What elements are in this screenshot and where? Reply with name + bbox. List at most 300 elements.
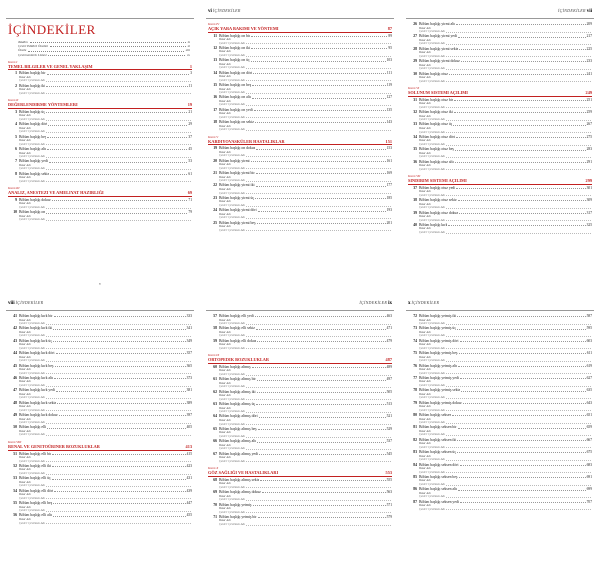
leader-dots <box>258 515 386 518</box>
leader-dots <box>448 223 585 226</box>
chapter-entry[interactable] <box>204 478 396 490</box>
section-number: Kısım VII <box>408 174 421 179</box>
chapter-entry[interactable] <box>4 198 196 210</box>
chapter-entry[interactable] <box>4 452 196 464</box>
chapter-entry[interactable] <box>404 186 596 198</box>
chapter-entry[interactable] <box>204 503 396 515</box>
leader-dots <box>53 513 186 516</box>
chapter-entry[interactable] <box>4 401 196 413</box>
chapter-body <box>219 171 392 183</box>
chapter-translator-row <box>19 409 192 413</box>
chapter-translator-row <box>219 42 392 46</box>
chapter-title: Bölüm başlığı yetmiş altı <box>419 363 458 368</box>
chapter-translator: Çeviri: Çevirmen Adı <box>219 102 245 107</box>
chapter-entry[interactable] <box>404 198 596 210</box>
chapter-translator-row <box>219 423 392 427</box>
section-title-row[interactable] <box>8 190 192 197</box>
chapter-entry[interactable] <box>404 376 596 388</box>
front-matter-page: xv <box>187 52 190 57</box>
chapter-title: Bölüm başlığı yetmiş bir <box>219 514 257 519</box>
chapter-title: Bölüm başlığı on altı <box>219 95 251 100</box>
chapter-entry[interactable] <box>204 515 396 527</box>
chapter-entry[interactable] <box>4 110 196 122</box>
chapter-translator: Çeviri: Çevirmen Adı <box>219 509 245 514</box>
chapter-entry[interactable] <box>204 439 396 451</box>
chapter-translator: Çeviri: Çevirmen Adı <box>419 129 445 134</box>
leader-dots <box>446 322 591 325</box>
chapter-entry[interactable] <box>4 364 196 376</box>
chapter-entry[interactable] <box>204 34 396 46</box>
chapter-translator: Çeviri: Çevirmen Adı <box>419 457 445 462</box>
chapter-translator: Çeviri: Çevirmen Adı <box>419 407 445 412</box>
section-title-row[interactable] <box>408 178 592 185</box>
chapter-author: Yazar Adı <box>419 62 431 67</box>
leader-dots <box>46 384 191 387</box>
chapter-translator: Çeviri: Çevirmen Adı <box>19 395 45 400</box>
chapter-body <box>19 326 192 338</box>
chapter-title: Bölüm başlığı elli iki <box>19 463 52 468</box>
chapter-number: 36 <box>413 159 417 164</box>
chapter-author: Yazar Adı <box>219 368 231 373</box>
chapter-title: Bölüm başlığı seksen beş <box>419 474 458 479</box>
chapter-page: 571 <box>386 502 392 507</box>
leader-dots <box>459 47 585 50</box>
running-head-right <box>359 300 392 306</box>
chapter-entry[interactable] <box>4 489 196 501</box>
chapter-page: 555 <box>386 477 392 482</box>
chapter-entry[interactable] <box>404 135 596 147</box>
chapter-entry[interactable] <box>404 160 596 172</box>
chapter-translator-row <box>19 92 192 96</box>
leader-dots <box>50 172 187 175</box>
chapter-number: 24 <box>213 208 217 213</box>
chapter-entry[interactable] <box>4 476 196 488</box>
chapter-body <box>419 22 592 34</box>
running-head-left <box>8 300 43 306</box>
chapter-translator-row <box>19 384 192 388</box>
chapter-body <box>419 147 592 159</box>
chapter-page: 389 <box>186 400 192 405</box>
chapter-author: Yazar Adı <box>419 226 431 231</box>
chapter-body <box>219 390 392 402</box>
chapter-entry[interactable] <box>4 135 196 147</box>
chapter-translator: Çeviri: Çevirmen Adı <box>419 117 445 122</box>
leader-dots <box>55 364 186 367</box>
chapter-title: Bölüm başlığı otuz iki <box>419 110 453 115</box>
leader-dots <box>446 42 591 45</box>
page-footer-number: v <box>99 281 101 286</box>
section-title-row[interactable] <box>8 64 192 71</box>
chapter-body <box>19 351 192 363</box>
chapter-body <box>19 425 192 437</box>
chapter-entry[interactable] <box>204 326 396 338</box>
chapter-entry[interactable] <box>404 388 596 400</box>
chapter-page: 497 <box>386 377 392 382</box>
chapter-entry[interactable] <box>204 196 396 208</box>
chapter-translator-row <box>419 155 592 159</box>
leader-dots <box>246 116 391 119</box>
chapter-entry[interactable] <box>4 413 196 425</box>
chapter-page: 309 <box>586 198 592 203</box>
leader-dots <box>460 500 586 503</box>
chapter-translator-row <box>19 433 192 437</box>
chapter-body <box>419 59 592 71</box>
chapter-translator: Çeviri: Çevirmen Adı <box>219 40 245 45</box>
leader-dots <box>46 92 191 95</box>
chapter-entry[interactable] <box>204 95 396 107</box>
chapter-page: 479 <box>386 338 392 343</box>
chapter-translator-row <box>19 130 192 134</box>
chapter-translator: Çeviri: Çevirmen Adı <box>19 217 45 222</box>
chapter-translator-row <box>219 54 392 58</box>
chapter-author: Yazar Adı <box>19 342 31 347</box>
chapter-entry[interactable] <box>4 501 196 513</box>
chapter-page: 357 <box>186 351 192 356</box>
chapter-entry[interactable] <box>404 122 596 134</box>
chapter-page: 61 <box>188 171 192 176</box>
chapter-page: 233 <box>586 59 592 64</box>
chapter-translator: Çeviri: Çevirmen Adı <box>19 432 45 437</box>
section-page: 553 <box>385 470 392 476</box>
chapter-entry[interactable] <box>4 376 196 388</box>
leader-dots <box>54 489 185 492</box>
chapter-entry[interactable] <box>4 425 196 437</box>
chapter-page: 95 <box>388 45 392 50</box>
chapter-author: Yazar Adı <box>419 189 431 194</box>
chapter-body <box>219 478 392 490</box>
front-matter-label: Çeviri Editörü Önsözü <box>18 44 48 49</box>
chapter-number: 80 <box>413 413 417 417</box>
chapter-entry[interactable] <box>204 427 396 439</box>
chapter-entry[interactable] <box>4 159 196 171</box>
chapter-translator-row <box>219 91 392 95</box>
leader-dots <box>446 347 591 350</box>
leader-dots <box>461 388 585 391</box>
chapter-entry[interactable] <box>404 47 596 59</box>
chapter-entry[interactable] <box>4 314 196 326</box>
section-number: Kısım V <box>208 134 219 139</box>
chapter-translator: Çeviri: Çevirmen Adı <box>19 483 45 488</box>
chapter-page: 513 <box>386 402 392 407</box>
chapter-title: Bölüm başlığı altmış yedi <box>219 451 259 456</box>
chapter-translator: Çeviri: Çevirmen Adı <box>419 444 445 449</box>
chapter-entry[interactable] <box>204 159 396 171</box>
leader-dots <box>57 401 185 404</box>
chapter-body <box>19 147 192 159</box>
chapter-title: Bölüm başlığı on <box>19 210 46 215</box>
chapter-entry[interactable] <box>204 490 396 502</box>
chapter-page: 127 <box>386 95 392 100</box>
chapter-translator: Çeviri: Çevirmen Adı <box>419 166 445 171</box>
chapter-title: Bölüm başlığı altmış altı <box>219 439 257 444</box>
chapter-number: 35 <box>413 147 417 152</box>
running-head-left <box>208 8 241 14</box>
chapter-title: Bölüm başlığı seksen üç <box>419 450 457 455</box>
chapter-body <box>419 47 592 59</box>
chapter-entry[interactable] <box>404 401 596 413</box>
leader-dots <box>251 58 386 61</box>
chapter-translator-row <box>219 347 392 351</box>
chapter-translator-row <box>419 372 592 376</box>
chapter-entry[interactable] <box>204 208 396 220</box>
chapter-author: Yazar Adı <box>19 416 31 421</box>
chapter-translator: Çeviri: Çevirmen Adı <box>219 409 245 414</box>
chapter-entry[interactable] <box>404 326 596 338</box>
chapter-author: Yazar Adı <box>419 342 431 347</box>
chapter-entry[interactable] <box>204 314 396 326</box>
chapter-author: Yazar Adı <box>219 317 231 322</box>
chapter-page: 643 <box>586 400 592 405</box>
chapter-entry[interactable] <box>204 365 396 377</box>
chapter-entry[interactable] <box>404 72 596 84</box>
leader-dots <box>456 135 586 138</box>
chapter-translator-row <box>219 154 392 158</box>
chapter-translator-row <box>19 167 192 171</box>
chapter-entry[interactable] <box>4 122 196 134</box>
chapter-entry[interactable] <box>4 464 196 476</box>
chapter-entry[interactable] <box>204 377 396 389</box>
chapter-number: 41 <box>13 314 17 318</box>
chapter-author: Yazar Adı <box>19 138 31 143</box>
chapter-entry[interactable] <box>204 120 396 132</box>
chapter-entry[interactable] <box>404 413 596 425</box>
chapter-translator-row <box>419 483 592 487</box>
chapter-translator: Çeviri: Çevirmen Adı <box>419 358 445 363</box>
chapter-entry[interactable] <box>404 500 596 512</box>
chapter-entry[interactable] <box>204 171 396 183</box>
chapter-title: Bölüm başlığı yirmi üç <box>219 195 255 200</box>
leader-dots <box>255 120 386 123</box>
chapter-number: 65 <box>213 426 217 431</box>
chapter-translator: Çeviri: Çevirmen Adı <box>19 178 45 183</box>
leader-dots <box>246 229 391 232</box>
chapter-number: 38 <box>413 198 417 203</box>
chapter-title: Bölüm başlığı kırk dokuz <box>19 413 58 417</box>
section-title-row[interactable] <box>208 357 392 364</box>
chapter-translator: Çeviri: Çevirmen Adı <box>419 53 445 58</box>
chapter-entry[interactable] <box>404 211 596 223</box>
chapter-body <box>419 475 592 487</box>
chapter-translator-row <box>19 359 192 363</box>
chapter-author: Yazar Adı <box>219 37 231 41</box>
chapter-entry[interactable] <box>4 339 196 351</box>
chapter-author: Yazar Adı <box>219 329 231 334</box>
chapter-title: Bölüm başlığı seksen <box>419 413 452 417</box>
chapter-entry[interactable] <box>404 425 596 437</box>
chapter-page: 185 <box>386 195 392 200</box>
leader-dots <box>446 446 591 449</box>
chapter-translator-row <box>19 421 192 425</box>
chapter-entry[interactable] <box>4 84 196 96</box>
chapter-number: 12 <box>213 45 217 50</box>
chapter-number: 16 <box>213 95 217 100</box>
chapter-entry[interactable] <box>404 34 596 46</box>
chapter-author: Yazar Adı <box>419 404 431 409</box>
leader-dots <box>457 326 586 329</box>
chapter-title: Bölüm başlığı on iki <box>219 45 251 50</box>
chapter-author: Yazar Adı <box>19 492 31 497</box>
section-title-row[interactable] <box>8 444 192 451</box>
chapter-entry[interactable] <box>204 414 396 426</box>
chapter-body <box>219 108 392 120</box>
running-head <box>6 8 194 19</box>
chapter-body <box>19 388 192 400</box>
section-header <box>8 98 192 109</box>
leader-dots <box>446 106 591 109</box>
leader-dots <box>246 204 391 207</box>
leader-dots <box>46 396 191 399</box>
chapter-entry[interactable] <box>404 450 596 462</box>
chapter-page: 563 <box>386 490 392 495</box>
chapter-entry[interactable] <box>204 83 396 95</box>
leader-dots <box>449 72 586 75</box>
chapter-entry[interactable] <box>404 98 596 110</box>
chapter-number: 33 <box>413 122 417 127</box>
chapter-page: 675 <box>586 450 592 455</box>
chapter-page: 365 <box>186 363 192 368</box>
chapter-entry[interactable] <box>404 487 596 499</box>
chapter-entry[interactable] <box>4 351 196 363</box>
running-head <box>406 8 594 19</box>
chapter-translator: Çeviri: Çevirmen Adı <box>419 382 445 387</box>
chapter-translator-row <box>219 128 392 132</box>
chapter-translator: Çeviri: Çevirmen Adı <box>19 358 45 363</box>
chapter-page: 193 <box>386 208 392 213</box>
front-matter-row[interactable] <box>4 53 196 57</box>
chapter-entry[interactable] <box>404 110 596 122</box>
chapter-entry[interactable] <box>204 402 396 414</box>
chapter-title: Bölüm başlığı kırk <box>419 222 448 227</box>
chapter-author: Yazar Adı <box>419 75 431 79</box>
chapter-author: Yazar Adı <box>419 150 431 155</box>
chapter-translator-row <box>219 373 392 377</box>
chapter-translator-row <box>19 180 192 184</box>
section-title-row[interactable] <box>408 90 592 97</box>
chapter-body <box>19 339 192 351</box>
chapter-entry[interactable] <box>204 221 396 233</box>
chapter-entry[interactable] <box>204 183 396 195</box>
chapter-translator: Çeviri: Çevirmen Adı <box>19 205 45 210</box>
chapter-number: 50 <box>13 425 17 430</box>
leader-dots <box>446 143 591 146</box>
chapter-page: 659 <box>586 425 592 430</box>
chapter-entry[interactable] <box>4 147 196 159</box>
chapter-entry[interactable] <box>404 351 596 363</box>
section-title-row[interactable] <box>8 102 192 109</box>
chapter-title: Bölüm başlığı altmış <box>219 364 251 369</box>
chapter-author: Yazar Adı <box>19 162 31 167</box>
chapter-entry[interactable] <box>404 147 596 159</box>
chapter-title: Bölüm başlığı elli yedi <box>219 314 254 318</box>
section-title-row[interactable] <box>208 139 392 146</box>
chapter-number: 7 <box>15 159 17 164</box>
chapter-translator-row <box>19 509 192 513</box>
chapter-author: Yazar Adı <box>419 478 431 483</box>
chapter-author: Yazar Adı <box>19 213 31 218</box>
chapter-entry[interactable] <box>4 388 196 400</box>
leader-dots <box>460 463 586 466</box>
chapter-number: 60 <box>213 364 217 369</box>
chapter-entry[interactable] <box>4 326 196 338</box>
chapter-number: 1 <box>15 71 17 76</box>
chapter-author: Yazar Adı <box>219 49 231 54</box>
chapter-body <box>419 160 592 172</box>
chapter-entry[interactable] <box>204 58 396 70</box>
chapter-entry[interactable] <box>404 463 596 475</box>
chapter-number: 8 <box>15 171 17 176</box>
chapter-author: Yazar Adı <box>419 329 431 334</box>
chapter-body <box>419 351 592 363</box>
chapter-entry[interactable] <box>404 314 596 326</box>
chapter-entry[interactable] <box>404 364 596 376</box>
chapter-body <box>419 72 592 84</box>
chapter-page: 79 <box>188 210 192 215</box>
leader-dots <box>446 409 591 412</box>
chapter-translator: Çeviri: Çevirmen Adı <box>19 166 45 171</box>
chapter-entry[interactable] <box>4 172 196 184</box>
chapter-translator-row <box>219 334 392 338</box>
chapter-page: 691 <box>586 474 592 479</box>
chapter-entry[interactable] <box>404 339 596 351</box>
chapter-author: Yazar Adı <box>219 123 231 128</box>
chapter-author: Yazar Adı <box>19 516 31 521</box>
chapter-entry[interactable] <box>404 475 596 487</box>
leader-dots <box>452 413 585 416</box>
chapter-entry[interactable] <box>404 22 596 34</box>
chapter-translator-row <box>419 458 592 462</box>
chapter-entry[interactable] <box>4 513 196 525</box>
chapter-entry[interactable] <box>204 108 396 120</box>
leader-dots <box>46 167 191 170</box>
chapter-translator-row <box>19 143 192 147</box>
leader-dots <box>455 147 586 150</box>
chapter-page: 241 <box>586 71 592 76</box>
chapter-entry[interactable] <box>204 339 396 351</box>
chapter-author: Yazar Adı <box>219 98 231 103</box>
chapter-title: Bölüm başlığı altmış sekiz <box>219 477 260 482</box>
chapter-page: 317 <box>586 210 592 215</box>
chapter-entry[interactable] <box>404 223 596 235</box>
chapter-number: 73 <box>413 326 417 331</box>
leader-dots <box>47 425 185 428</box>
chapter-entry[interactable] <box>204 146 396 158</box>
chapter-entry[interactable] <box>204 71 396 83</box>
chapter-title: Bölüm başlığı otuz üç <box>419 122 453 127</box>
chapter-entry[interactable] <box>404 59 596 71</box>
chapter-number: 30 <box>413 71 417 76</box>
chapter-entry[interactable] <box>204 390 396 402</box>
chapter-entry[interactable] <box>204 452 396 464</box>
chapter-entry[interactable] <box>204 46 396 58</box>
chapter-author: Yazar Adı <box>219 74 231 79</box>
chapter-entry[interactable] <box>4 210 196 222</box>
chapter-translator-row <box>419 206 592 210</box>
chapter-body <box>419 34 592 46</box>
section-title-row[interactable] <box>208 26 392 33</box>
chapter-title: Bölüm başlığı kırk dört <box>19 351 55 356</box>
chapter-body <box>219 326 392 338</box>
leader-dots <box>457 438 585 441</box>
chapter-author: Yazar Adı <box>219 186 231 191</box>
leader-dots <box>256 183 386 186</box>
chapter-entry[interactable] <box>4 71 196 83</box>
chapter-entry[interactable] <box>404 438 596 450</box>
chapter-page: 537 <box>386 439 392 444</box>
chapter-translator-row <box>19 118 192 122</box>
chapter-translator: Çeviri: Çevirmen Adı <box>219 433 245 438</box>
chapter-page: 71 <box>188 197 192 202</box>
section-title-row[interactable] <box>208 470 392 477</box>
